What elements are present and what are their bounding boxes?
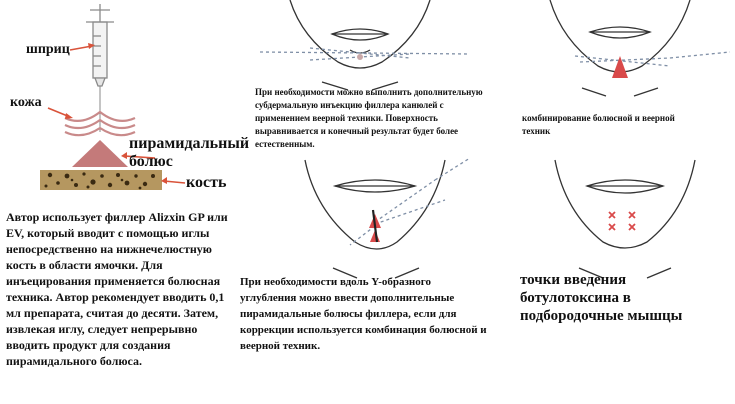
caption-botox: точки введения ботулотоксина в подбородочные мышцы xyxy=(520,272,683,324)
caption-y: При необходимости вдоль Y-образного углубления можно ввести дополнительные пирамидальные болюсы филлера, если для коррекции используется комбинация болюсной и веерной техник. xyxy=(240,276,487,352)
bone-block xyxy=(40,170,162,190)
face-panel-cannula xyxy=(260,0,470,90)
left-description: Автор использует филлер Alizxin GP или EV, который вводит с помощью иглы непосредственно на нижнечелюстную кость в области ямочки. Для инъецирования применяется болюсная техника. Автор рекомендует вводить 0,1 мл препарата, считая до десяти. Затем, извлекая иглу, следует непрерывно вводить продукт для создания пирамидального болюса. xyxy=(6,210,228,368)
skin-label: кожа xyxy=(10,95,42,110)
bolus-label-1: пирамидальный xyxy=(129,135,250,152)
bone-label: кость xyxy=(186,174,227,191)
face-panel-combo xyxy=(520,0,730,100)
bolus-label-2: болюс xyxy=(129,153,173,170)
face-panel-y xyxy=(285,150,485,280)
pyramidal-bolus xyxy=(72,140,128,167)
face-panel-botox xyxy=(525,150,725,280)
caption-cannula: При необходимости можно выполнить дополнительную субдермальную инъекцию филлера канюлей с применением веерной техники. Поверхность выравнивается и конечный результат будет более естественным. xyxy=(255,87,483,150)
caption-combo: комбинирование болюсной и веерной техник xyxy=(522,113,675,137)
injection-point-icons xyxy=(609,212,635,230)
syringe-label: шприц xyxy=(26,42,70,57)
